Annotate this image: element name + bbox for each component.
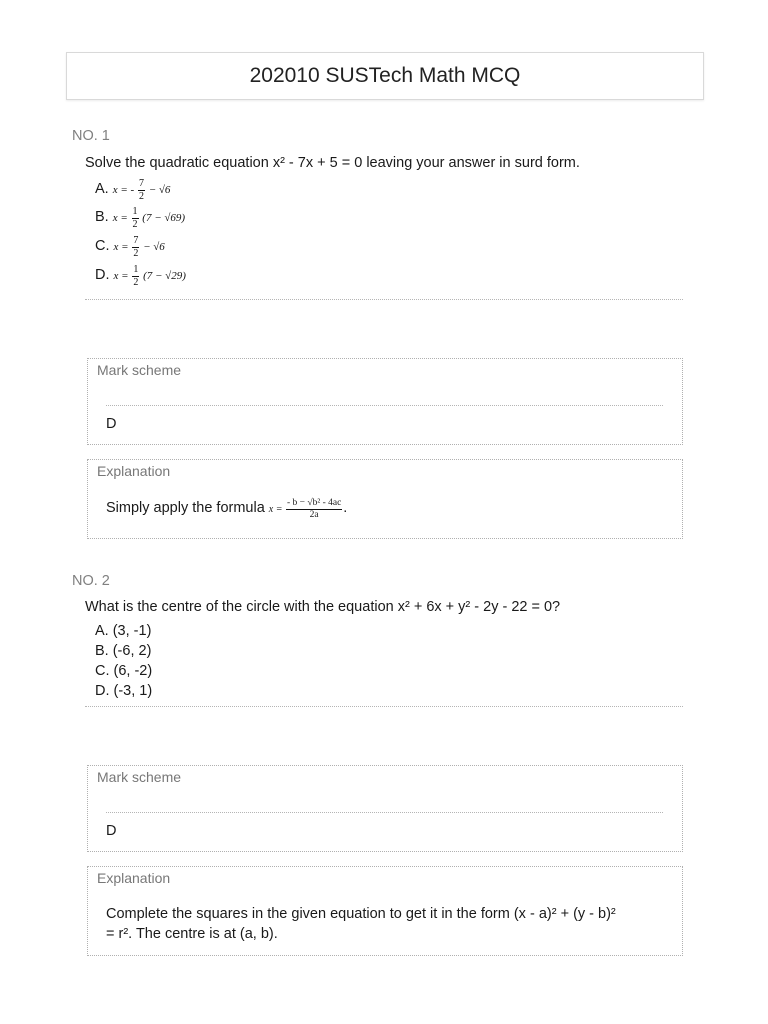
math-lhs: x =	[113, 270, 129, 283]
formula-fraction	[286, 499, 342, 521]
option-math	[113, 235, 165, 259]
question-prompt	[85, 155, 580, 171]
mark-scheme-box	[87, 358, 683, 445]
explanation-text	[106, 498, 347, 521]
option-d[interactable]: D. (-3, 1)	[95, 683, 153, 699]
fraction-den: 2	[133, 277, 139, 288]
explanation-text	[106, 904, 616, 944]
math-tail: (7 − √69)	[142, 212, 186, 225]
explanation-title: Explanation	[97, 870, 171, 886]
option-label: A.	[95, 181, 109, 198]
formula-num: - b − √b² - 4ac	[286, 499, 342, 511]
mark-scheme-title: Mark scheme	[97, 362, 182, 378]
fraction	[132, 207, 139, 230]
mark-scheme-answer: D	[106, 416, 117, 432]
fraction-den: 2	[138, 191, 144, 202]
fraction-den: 2	[133, 248, 139, 259]
fraction-den: 2	[132, 219, 138, 230]
fraction-num: 1	[132, 206, 138, 217]
math-tail: (7 − √29)	[143, 270, 186, 283]
option-a[interactable]: A. (3, -1)	[95, 623, 152, 639]
fraction-num: 7	[133, 235, 139, 246]
option-b[interactable]: B. (-6, 2)	[95, 643, 152, 659]
page-title	[66, 52, 704, 100]
math-lhs: x = -	[112, 184, 135, 197]
explanation-box	[87, 459, 683, 539]
question-number: NO. 2	[72, 573, 110, 589]
explanation-box	[87, 866, 683, 956]
explanation-line-1: Complete the squares in the given equation to get it in the form (x - a)² + (y - b)²	[106, 906, 616, 922]
question-divider	[85, 299, 683, 300]
math-lhs: x =	[112, 212, 128, 225]
mark-scheme-answer: D	[106, 823, 117, 839]
formula-lhs: x =	[268, 504, 283, 515]
option-c[interactable]	[95, 236, 165, 259]
option-math	[112, 178, 171, 202]
mark-scheme-title: Mark scheme	[97, 769, 182, 785]
option-math	[112, 206, 186, 230]
option-label: D.	[95, 267, 110, 284]
option-label: B.	[95, 209, 109, 226]
answer-divider	[106, 405, 663, 406]
math-lhs: x =	[113, 241, 129, 254]
page-title-text: 202010 SUSTech Math MCQ	[249, 64, 521, 87]
answer-divider	[106, 812, 663, 813]
mark-scheme-box	[87, 765, 683, 852]
explanation-pre: Simply apply the formula	[106, 500, 269, 516]
option-d[interactable]	[95, 265, 186, 288]
formula-den: 2a	[309, 510, 319, 521]
explanation-title: Explanation	[97, 463, 171, 479]
option-b[interactable]	[95, 207, 185, 230]
option-math	[113, 264, 186, 288]
quadratic-formula	[268, 497, 344, 521]
prompt-expression: x² - 7x + 5 = 0	[272, 155, 363, 171]
explanation-line-2: = r². The centre is at (a, b).	[106, 926, 278, 942]
question-number: NO. 1	[72, 128, 110, 144]
fraction	[138, 179, 145, 202]
option-c[interactable]: C. (6, -2)	[95, 663, 153, 679]
math-tail: − √6	[148, 184, 171, 197]
math-tail: − √6	[143, 241, 165, 254]
option-a[interactable]	[95, 179, 170, 202]
explanation-post: .	[343, 500, 348, 516]
fraction	[132, 265, 139, 288]
fraction-num: 1	[133, 264, 139, 275]
fraction-num: 7	[138, 178, 144, 189]
prompt-post: leaving your answer in surd form.	[362, 155, 580, 171]
question-divider	[85, 706, 683, 707]
option-label: C.	[95, 238, 110, 255]
fraction	[132, 236, 139, 259]
prompt-pre: Solve the quadratic equation	[85, 155, 273, 171]
question-prompt: What is the centre of the circle with the equation x² + 6x + y² - 2y - 22 = 0?	[85, 599, 561, 615]
